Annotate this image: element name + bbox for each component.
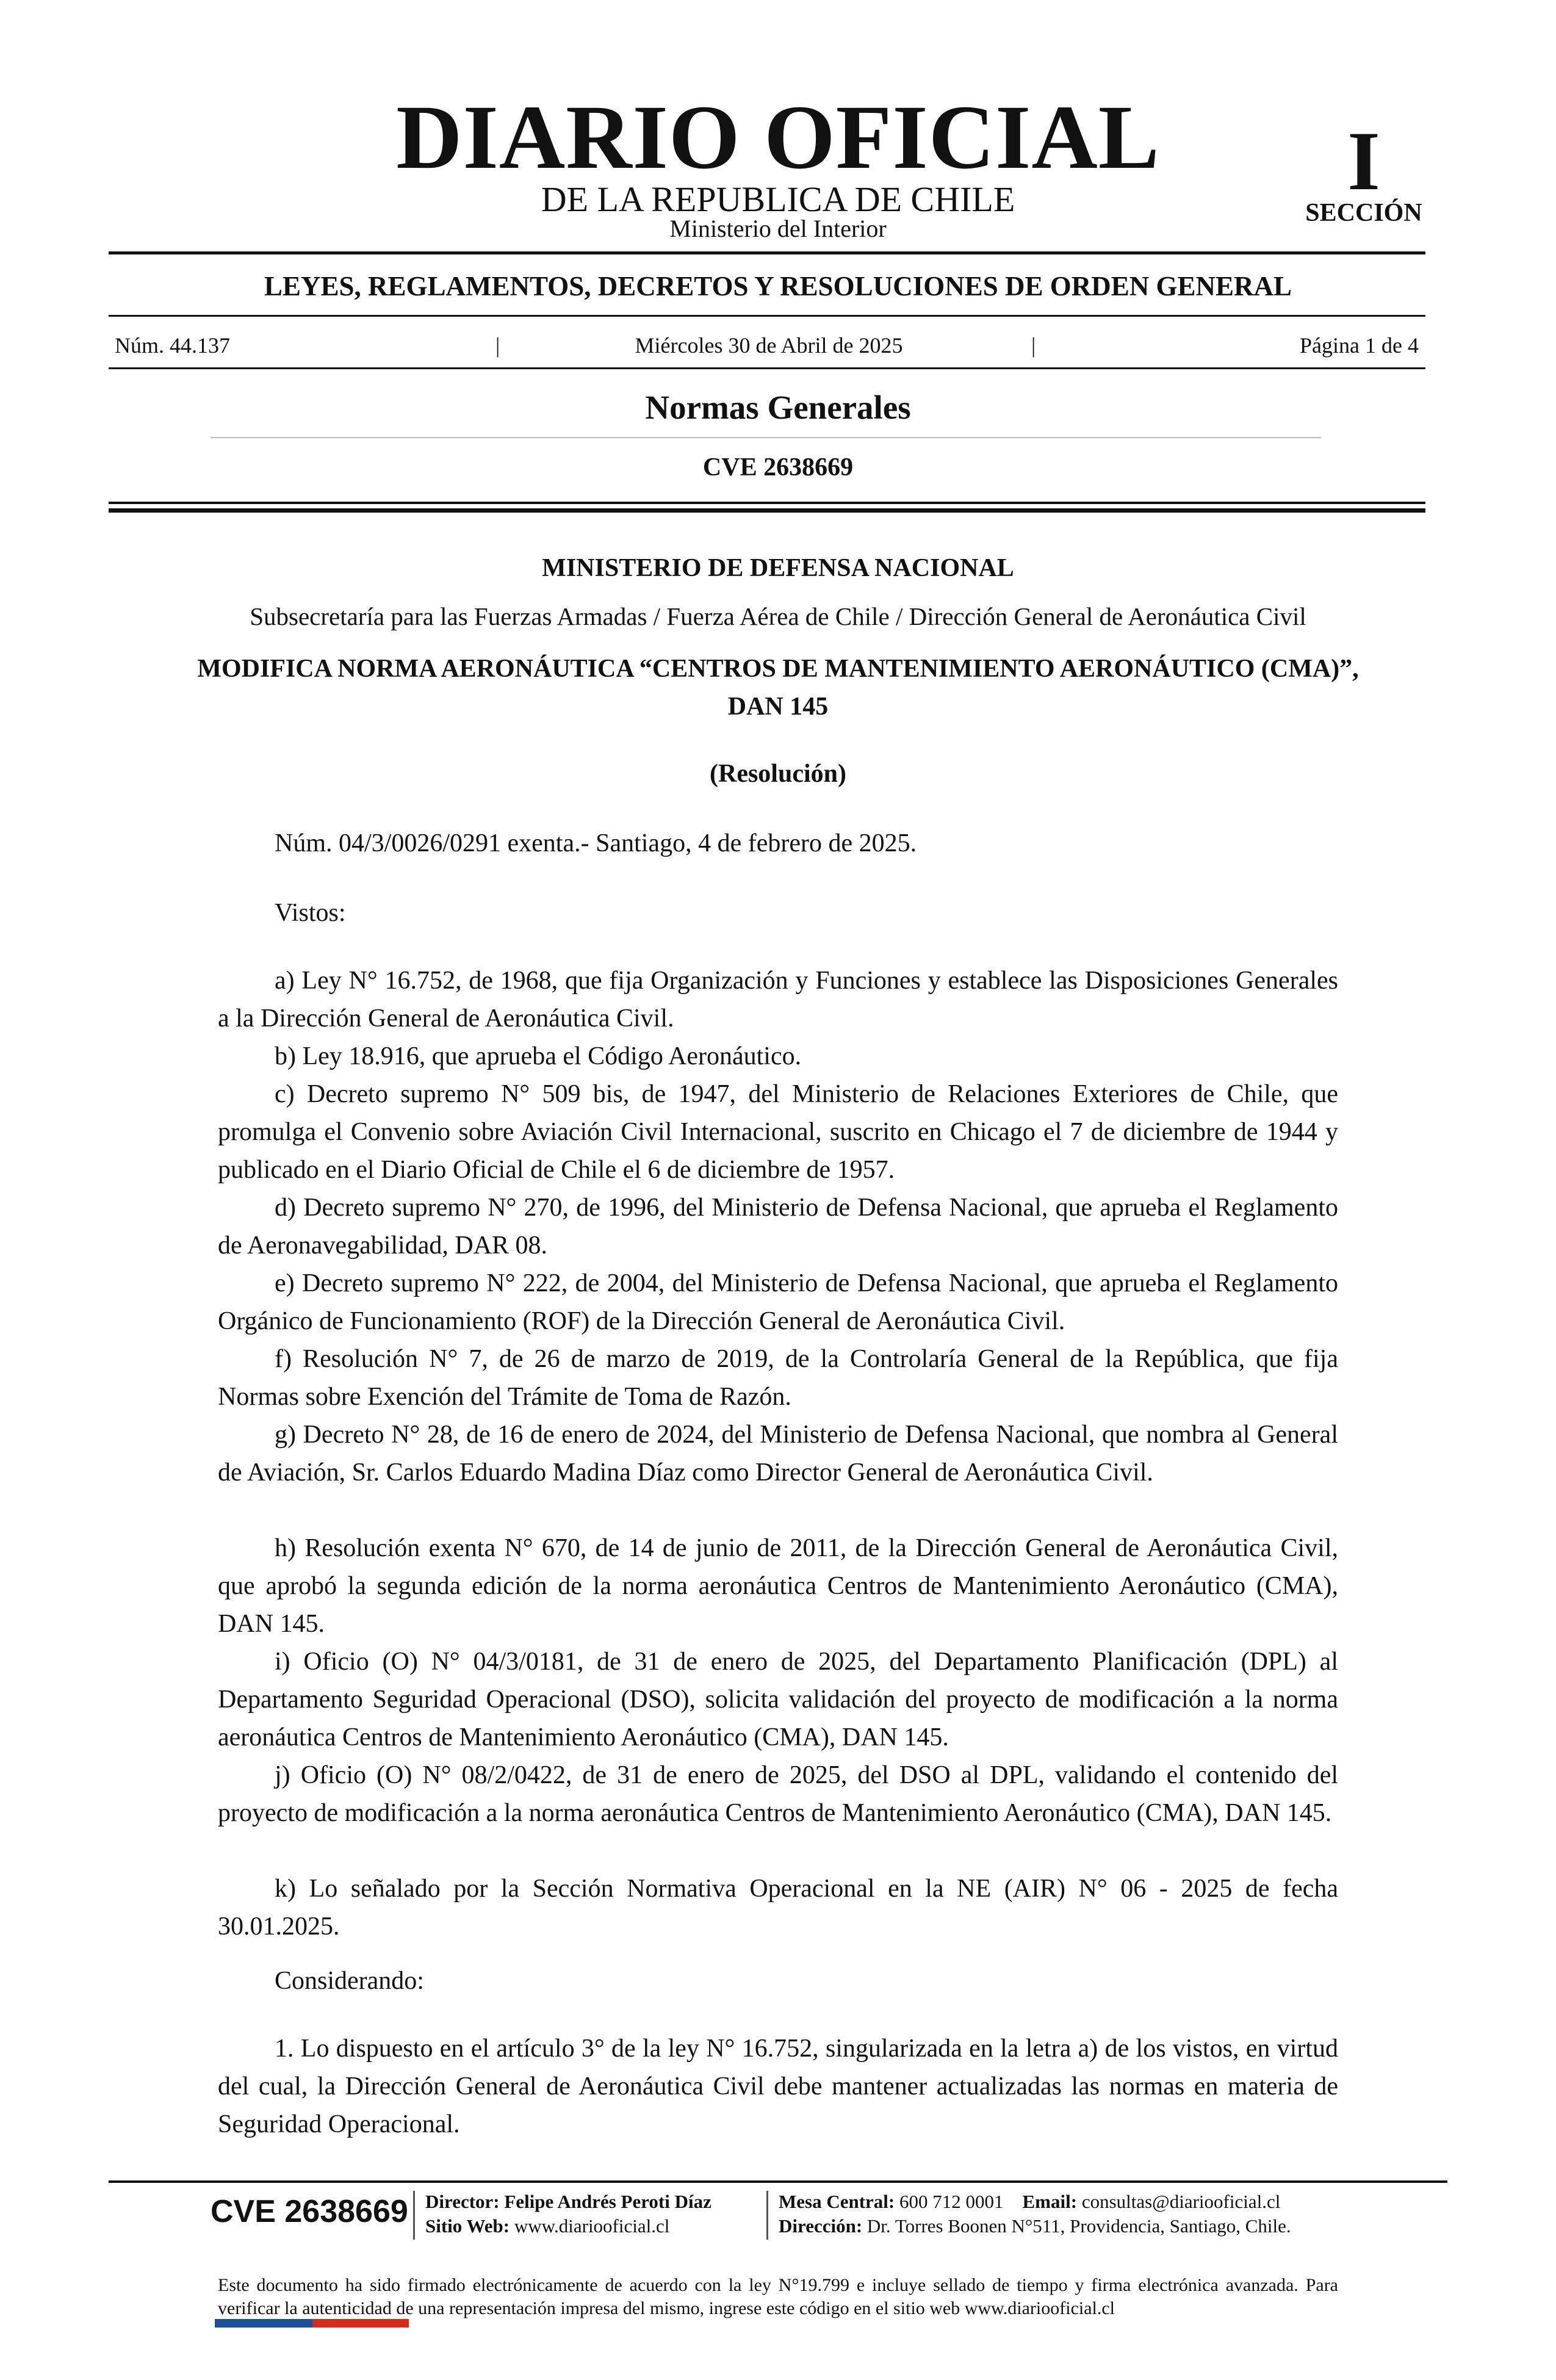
section-heading-rule — [211, 437, 1321, 438]
email-label: Email: — [1022, 2191, 1078, 2212]
masthead-title: DIARIO OFICIAL — [396, 87, 1160, 188]
mesa-central-label: Mesa Central: — [779, 2191, 895, 2212]
resolution-kind: (Resolución) — [710, 760, 846, 788]
category-rule — [109, 315, 1425, 317]
info-separator: | — [1031, 333, 1036, 358]
website-label: Sitio Web: — [425, 2215, 510, 2237]
footer-divider — [766, 2191, 768, 2240]
category-heading: LEYES, REGLAMENTOS, DECRETOS Y RESOLUCIONES DE ORDEN GENERAL — [264, 271, 1292, 301]
visto-item: k) Lo señalado por la Sección Normativa Operacional en la NE (AIR) N° 06 - 2025 de fecha 30.01.2025. — [218, 1875, 1338, 1941]
visto-item: c) Decreto supremo N° 509 bis, de 1947, del Ministerio de Relaciones Exteriores de Chile, que promulga el Convenio sobre Aviación Civil Internacional, suscrito en Chicago el 7 de diciembre de 1944 y publicado en el Diario Oficial de Chile el 6 de diciembre de 1957. — [218, 1080, 1338, 1184]
visto-item: i) Oficio (O) N° 04/3/0181, de 31 de enero de 2025, del Departamento Planificación (DPL) al Departamento Seguridad Operacional (DSO), solicita validación del proyecto de modificación a la norma aeronáutica Centros de Mantenimiento Aeronáutico (CMA), DAN 145. — [218, 1648, 1338, 1751]
address-value: Dr. Torres Boonen N°511, Providencia, Santiago, Chile. — [866, 2215, 1291, 2237]
info-bar-rule — [109, 367, 1425, 369]
visto-item: f) Resolución N° 7, de 26 de marzo de 2019, de la Controlaría General de la República, que fija Normas sobre Exención del Trámite de Toma de Razón. — [218, 1345, 1338, 1411]
info-separator: | — [495, 333, 500, 358]
visto-item: d) Decreto supremo N° 270, de 1996, del Ministerio de Defensa Nacional, que aprueba el Reglamento de Aeronavegabilidad, DAR 08. — [218, 1194, 1338, 1260]
masthead-subtitle: DE LA REPUBLICA DE CHILE — [541, 179, 1015, 219]
visto-item: h) Resolución exenta N° 670, de 14 de junio de 2011, de la Dirección General de Aeronáutica Civil, que aprobó la segunda edición de la norma aeronáutica Centros de Mantenimiento Aeronáutico (CMA), DAN 145. — [218, 1534, 1338, 1638]
footer-director-block — [425, 2190, 711, 2238]
masthead-ministry: Ministerio del Interior — [669, 215, 887, 242]
section-heading: Normas Generales — [645, 389, 911, 426]
visto-item: a) Ley N° 16.752, de 1968, que fija Organización y Funciones y establece las Disposiciones Generales a la Dirección General de Aeronáutica Civil. — [218, 967, 1338, 1033]
cve-heading: CVE 2638669 — [702, 453, 854, 481]
considerando-heading: Considerando: — [275, 1967, 424, 1995]
resolution-title: MODIFICA NORMA AERONÁUTICA “CENTROS DE MANTENIMIENTO AERONÁUTICO (CMA)”, DAN 145 — [197, 655, 1359, 721]
director-label: Director: — [425, 2191, 500, 2212]
vistos-heading: Vistos: — [275, 899, 346, 927]
ministry-heading: MINISTERIO DE DEFENSA NACIONAL — [542, 554, 1014, 582]
visto-item: g) Decreto N° 28, de 16 de enero de 2024, del Ministerio de Defensa Nacional, que nombra al General de Aviación, Sr. Carlos Eduardo Madina Díaz como Director General de Aeronáutica Civil. — [218, 1421, 1338, 1487]
considerando-item: 1. Lo dispuesto en el artículo 3° de la ley N° 16.752, singularizada en la letra a) de los vistos, en virtud del cual, la Dirección General de Aeronáutica Civil debe mantener actualizadas las normas en materia de Seguridad Operacional. — [218, 2035, 1338, 2138]
email-link[interactable]: consultas@diariooficial.cl — [1081, 2191, 1281, 2212]
section-number: I — [1347, 114, 1380, 207]
issue-date: Miércoles 30 de Abril de 2025 — [635, 333, 903, 358]
flag-stripe-blue — [215, 2319, 312, 2328]
visto-item: j) Oficio (O) N° 08/2/0422, de 31 de enero de 2025, del DSO al DPL, validando el contenido del proyecto de modificación a la norma aeronáutica Centros de Mantenimiento Aeronáutico (CMA), DAN 145. — [218, 1761, 1338, 1827]
director-name: Felipe Andrés Peroti Díaz — [504, 2191, 711, 2212]
section-label: SECCIÓN — [1305, 199, 1422, 227]
footer-rule — [109, 2180, 1447, 2183]
resolution-number: Núm. 04/3/0026/0291 exenta.- Santiago, 4 de febrero de 2025. — [275, 829, 917, 857]
signature-note: Este documento ha sido firmado electrónicamente de acuerdo con la ley N°19.799 e incluye sellado de tiempo y firma electrónica avanzada. Para verificar la autenticidad de una representación impresa del mismo, ingrese este código en el sitio web www.diariooficial.cl — [218, 2275, 1338, 2318]
footer-cve: CVE 2638669 — [211, 2194, 408, 2229]
visto-item: b) Ley 18.916, que aprueba el Código Aeronáutico. — [275, 1042, 802, 1070]
flag-stripe-red — [312, 2319, 409, 2328]
double-rule-bottom — [109, 508, 1425, 513]
subsecretaria-line: Subsecretaría para las Fuerzas Armadas / Fuerza Aérea de Chile / Dirección General de Aeronáutica Civil — [250, 602, 1306, 630]
masthead-rule-top — [109, 251, 1425, 254]
mesa-central-phone: 600 712 0001 — [899, 2191, 1004, 2212]
website-link[interactable]: www.diariooficial.cl — [514, 2215, 670, 2237]
address-label: Dirección: — [779, 2215, 863, 2237]
double-rule-top — [109, 502, 1425, 504]
page-indicator: Página 1 de 4 — [1300, 333, 1419, 358]
visto-item: e) Decreto supremo N° 222, de 2004, del Ministerio de Defensa Nacional, que aprueba el Reglamento Orgánico de Funcionamiento (ROF) de la Dirección General de Aeronáutica Civil. — [218, 1269, 1338, 1335]
issue-number: Núm. 44.137 — [115, 333, 230, 358]
footer-contact-block — [779, 2190, 1291, 2238]
footer-divider — [413, 2191, 415, 2240]
